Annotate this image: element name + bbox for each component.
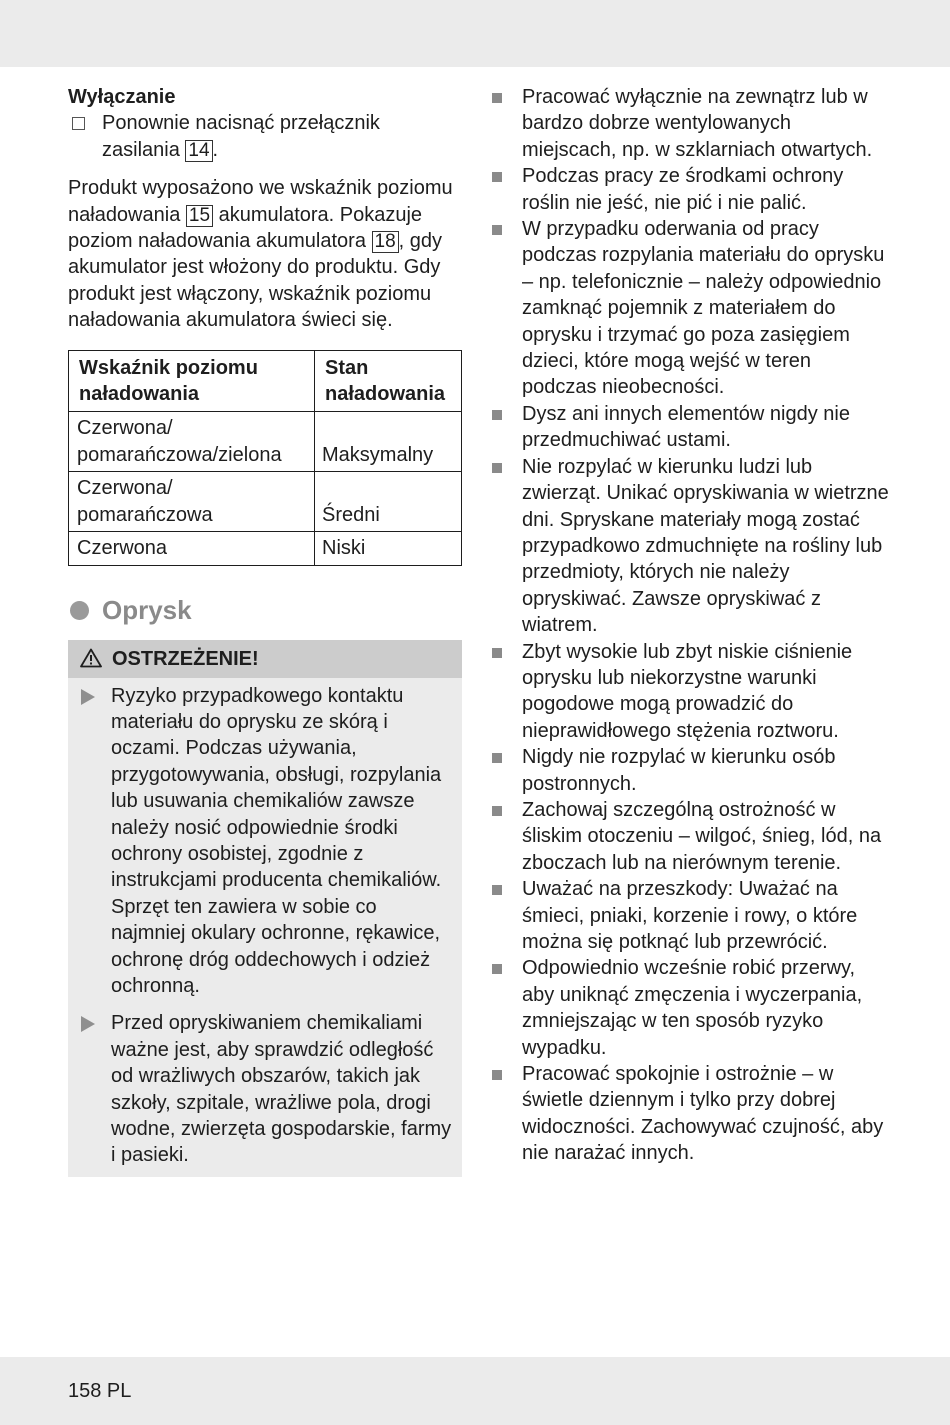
ref-number: 15 — [186, 205, 213, 227]
table-cell-indicator: Czerwona/ pomarańczowa/zielona — [69, 412, 315, 472]
ref-number: 18 — [372, 231, 399, 253]
table-cell-state: Maksymalny — [315, 412, 462, 472]
right-column — [490, 84, 890, 1167]
square-bullet-icon — [492, 885, 502, 895]
footer-band — [0, 1357, 950, 1425]
list-item — [490, 454, 890, 639]
page-number: 158 PL — [68, 1380, 132, 1402]
square-bullet-icon — [492, 172, 502, 182]
off-heading: Wyłączanie — [68, 86, 176, 108]
square-bullet-icon — [492, 964, 502, 974]
list-item — [490, 876, 890, 955]
list-item-text: Dysz ani innych elementów nigdy nie przedmuchiwać ustami. — [522, 402, 850, 452]
warning-list — [68, 678, 462, 1177]
list-item-text: W przypadku oderwania od pracy podczas rozpylania materiału do oprysku – np. telefonicznie – należy odpowiednio zamknąć pojemnik z materiałem do oprysku i trzymać go poza zasięgiem dzieci, które mogą wejść w teren podczas nieobecności. — [522, 218, 885, 399]
section-bullet-icon — [70, 601, 89, 620]
table-cell-indicator: Czerwona/ pomarańczowa — [69, 472, 315, 532]
warning-title: OSTRZEŻENIE! — [112, 647, 259, 670]
warning-triangle-icon — [80, 648, 102, 668]
warning-item — [68, 1010, 452, 1168]
table-cell-state: Średni — [315, 472, 462, 532]
description-part1: Produkt wyposażono we wskaźnik poziomu naładowania — [68, 177, 453, 226]
square-bullet-icon — [492, 648, 502, 658]
warning-item-text: Przed opryskiwaniem chemikaliami ważne jest, aby sprawdzić odległość od wrażliwych obszarów, takich jak szkoły, szpitale, wrażliwe pola, drogi wodne, zwierzęta gospodarskie, farmy i pasieki. — [111, 1012, 452, 1167]
list-item — [490, 744, 890, 797]
list-item-text: Uważać na przeszkody: Uważać na śmieci, pniaki, korzenie i rowy, o które można się potknąć lub przewrócić. — [522, 878, 858, 953]
warning-item-text: Ryzyko przypadkowego kontaktu materiału do oprysku ze skórą i oczami. Podczas używania, przygotowywania, obsługi, rozpylania lub usuwania chemikaliów zawsze należy nosić odpowiednie środki ochrony osobistej, zgodnie z instrukcjami producenta chemikaliów. Sprzęt ten zawiera w sobie co najmniej okulary ochronne, rękawice, ochronę dróg oddechowych i odzież ochronną. — [111, 684, 442, 997]
ref-number: 14 — [185, 140, 212, 162]
list-item — [490, 797, 890, 876]
table-row — [69, 412, 462, 472]
off-step-end: . — [212, 138, 219, 161]
table-header-row — [69, 350, 462, 412]
list-item-text: Pracować spokojnie i ostrożnie – w świetle dziennym i tylko przy dobrej widoczności. Zachowywać czujność, aby nie narażać innych. — [522, 1063, 884, 1165]
list-item — [490, 163, 890, 216]
table-cell-state: Niski — [315, 532, 462, 565]
table-header-state: Stan naładowania — [315, 350, 462, 412]
section-heading — [68, 594, 462, 626]
table-header-indicator: Wskaźnik poziomu naładowania — [69, 350, 315, 412]
table-row — [69, 532, 462, 565]
description-part2: akumulatora. Pokazuje poziom naładowania akumulatora — [68, 203, 423, 253]
arrow-bullet-icon — [81, 1016, 95, 1032]
table-row — [69, 472, 462, 532]
list-item-text: Nigdy nie rozpylać w kierunku osób postronnych. — [522, 746, 836, 795]
list-item-text: Zachowaj szczególną ostrożność w śliskim otoczeniu – wilgoć, śnieg, lód, na zboczach lub na nierównym terenie. — [522, 798, 882, 874]
off-step-text: Ponownie nacisnąć przełącznik zasilania — [102, 112, 380, 161]
list-item-text: Podczas pracy ze środkami ochrony roślin nie jeść, nie pić i nie palić. — [522, 165, 844, 214]
list-item — [490, 401, 890, 454]
square-bullet-icon — [492, 753, 502, 763]
list-item-text: Zbyt wysokie lub zbyt niskie ciśnienie oprysku lub niekorzystne warunki pogodowe mogą prowadzić do nieprawidłowego stężenia roztworu. — [522, 640, 853, 742]
list-item — [490, 955, 890, 1061]
checkbox-icon — [72, 117, 85, 130]
arrow-bullet-icon — [81, 689, 95, 705]
square-bullet-icon — [492, 225, 502, 235]
square-bullet-icon — [492, 463, 502, 473]
description-part3: , gdy akumulator jest włożony do produktu. Gdy produkt jest włączony, wskaźnik poziomu naładowania akumulatora świeci się. — [68, 230, 443, 332]
list-item — [490, 639, 890, 745]
warning-box — [68, 640, 462, 1177]
list-item — [490, 1061, 890, 1167]
list-item — [490, 84, 890, 163]
indicator-description — [68, 175, 462, 333]
square-bullet-icon — [492, 93, 502, 103]
square-bullet-icon — [492, 1070, 502, 1080]
warning-item — [68, 683, 452, 1000]
off-step — [68, 110, 462, 163]
charge-level-table — [68, 350, 462, 566]
list-item-text: Nie rozpylać w kierunku ludzi lub zwierząt. Unikać opryskiwania w wietrzne dni. Spryskane materiały mogą zostać przypadkowo zdmuchnięte na rośliny lub przedmioty, których nie należy opryskiwać. Zawsze opryskiwać z wiatrem. — [522, 455, 889, 637]
list-item — [490, 216, 890, 401]
left-column — [68, 84, 462, 1177]
table-cell-indicator: Czerwona — [69, 532, 315, 565]
warning-header — [68, 640, 462, 678]
square-bullet-icon — [492, 806, 502, 816]
section-title: Oprysk — [102, 594, 192, 625]
list-item-text: Odpowiednio wcześnie robić przerwy, aby uniknąć zmęczenia i wyczerpania, zmniejszając w ten sposób ryzyko wypadku. — [522, 957, 863, 1059]
header-band — [0, 0, 950, 67]
list-item-text: Pracować wyłącznie na zewnątrz lub w bardzo dobrze wentylowanych miejscach, np. w szklarniach otwartych. — [522, 86, 873, 161]
square-bullet-icon — [492, 410, 502, 420]
